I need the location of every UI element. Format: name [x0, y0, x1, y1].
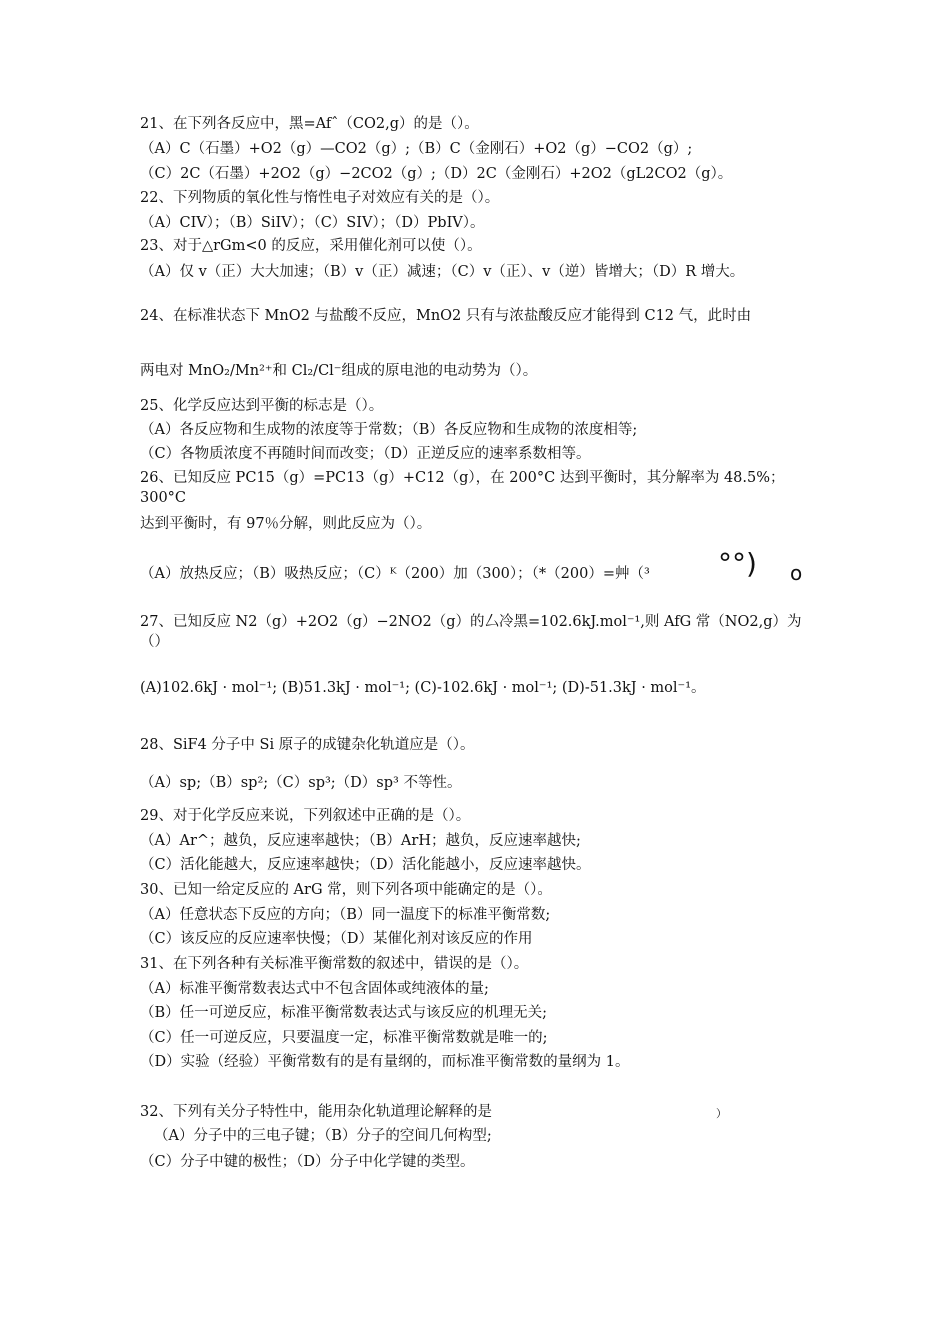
question-26-continuation: 达到平衡时，有 97％分解，则此反应为（）。 — [140, 516, 432, 532]
question-24-stem: 24、在标准状态下 MnO2 与盐酸不反应，MnO2 只有与浓盐酸反应才能得到 C12 气，此时由 — [140, 308, 752, 324]
question-24-continuation: 两电对 MnO₂/Mn²⁺和 Cl₂/Cl⁻组成的原电池的电动势为（）。 — [140, 363, 538, 379]
question-32-options-cd: （C）分子中键的极性；（D）分子中化学键的类型。 — [140, 1154, 475, 1170]
question-32-closing-paren: ） — [716, 1107, 727, 1120]
question-27-stem: 27、已知反应 N2（g）+2O2（g）−2NO2（g）的厶冷黑=102.6kJ.mol⁻¹,则 AfG 常（NO2,g）为（） — [140, 614, 802, 650]
question-21-options-cd: （C）2C（石墨）+2O2（g）−2CO2（g）;（D）2C（金刚石）+2O2（gL2CO2（g）。 — [140, 166, 733, 182]
question-25-options-cd: （C）各物质浓度不再随时间而改变；（D）正逆反应的速率系数相等。 — [140, 446, 591, 462]
question-26-stem: 26、已知反应 PC15（g）=PC13（g）+C12（g），在 200°C 达到平衡时，其分解率为 48.5%；300°C — [140, 470, 785, 506]
question-23-stem: 23、对于△rGm<0 的反应，采用催化剂可以使（）。 — [140, 238, 482, 254]
question-31-stem: 31、在下列各种有关标准平衡常数的叙述中，错误的是（）。 — [140, 956, 529, 972]
question-29-options-cd: （C）活化能越大，反应速率越快；（D）活化能越小，反应速率越快。 — [140, 857, 591, 873]
question-26-artifact-circle: o — [790, 561, 803, 585]
question-29-stem: 29、对于化学反应来说，下列叙述中正确的是（）。 — [140, 808, 471, 824]
question-21-stem: 21、在下列各反应中，黑=Afˆ（CO2,g）的是（）。 — [140, 116, 479, 132]
question-25-stem: 25、化学反应达到平衡的标志是（）。 — [140, 398, 384, 414]
question-23-options: （A）仅 v（正）大大加速；（B）v（正）减速；（C）v（正）、v（逆）皆增大；（D）R 增大。 — [140, 264, 745, 280]
question-32-stem: 32、下列有关分子特性中，能用杂化轨道理论解释的是 — [140, 1104, 492, 1120]
question-31-option-d: （D）实验（经验）平衡常数有的是有量纲的，而标准平衡常数的量纲为 1。 — [140, 1054, 630, 1070]
question-26-options: （A）放热反应；（B）吸热反应；（C）ᴷ（200）加（300）；（*（200）=艸（³ — [140, 566, 650, 582]
question-31-option-c: （C）任一可逆反应，只要温度一定，标准平衡常数就是唯一的; — [140, 1030, 548, 1046]
question-28-stem: 28、SiF4 分子中 Si 原子的成键杂化轨道应是（）。 — [140, 737, 475, 753]
question-21-options-ab: （A）C（石墨）+O2（g）—CO2（g）;（B）C（金刚石）+O2（g）−CO2（g）; — [140, 141, 693, 157]
question-27-options: (A)102.6kJ · mol⁻¹; (B)51.3kJ · mol⁻¹; (C)-102.6kJ · mol⁻¹; (D)-51.3kJ · mol⁻¹。 — [140, 680, 706, 696]
question-31-option-a: （A）标准平衡常数表达式中不包含固体或纯液体的量; — [140, 981, 489, 997]
question-22-options: （A）CIV）；（B）SiIV）；（C）SIV）；（D）PbIV）。 — [140, 215, 485, 231]
question-31-option-b: （B）任一可逆反应，标准平衡常数表达式与该反应的机理无关; — [140, 1005, 548, 1021]
question-22-stem: 22、下列物质的氧化性与惰性电子对效应有关的是（）。 — [140, 190, 500, 206]
question-28-options: （A）sp;（B）sp²;（C）sp³;（D）sp³ 不等性。 — [140, 775, 462, 791]
question-30-stem: 30、已知一给定反应的 ArG 常，则下列各项中能确定的是（）。 — [140, 882, 552, 898]
question-29-options-ab: （A）Ar^；越负，反应速率越快；（B）ArH；越负，反应速率越快; — [140, 833, 581, 849]
question-30-options-cd: （C）该反应的反应速率快慢；（D）某催化剂对该反应的作用 — [140, 931, 533, 947]
question-30-options-ab: （A）任意状态下反应的方向；（B）同一温度下的标准平衡常数; — [140, 907, 551, 923]
question-25-options-ab: （A）各反应物和生成物的浓度等于常数；（B）各反应物和生成物的浓度相等; — [140, 422, 638, 438]
question-26-artifact-glyph: °°) — [718, 547, 757, 580]
question-32-options-ab: （A）分子中的三电子键；（B）分子的空间几何构型; — [154, 1128, 492, 1144]
